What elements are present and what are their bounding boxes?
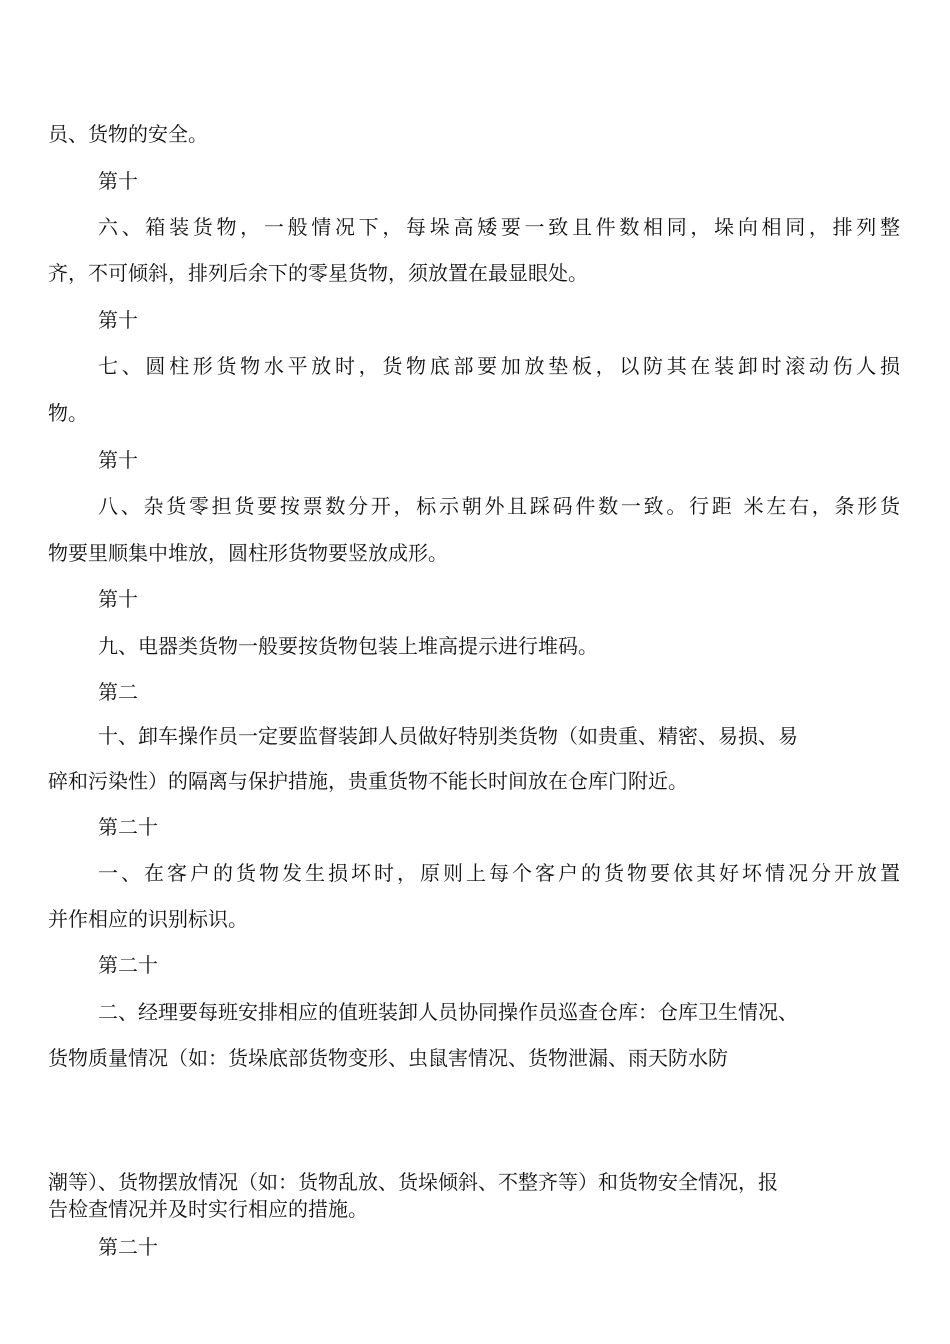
text-line: 告检查情况并及时实行相应的措施。 — [48, 1197, 368, 1221]
article-heading: 第二十 — [98, 1235, 158, 1259]
article-heading: 第十 — [98, 587, 138, 611]
text-line: 碎和污染性）的隔离与保护措施，贵重货物不能长时间放在仓库门附近。 — [48, 769, 688, 793]
article-heading: 第二 — [98, 680, 138, 704]
text-line: 潮等）、货物摆放情况（如：货物乱放、货垛倾斜、不整齐等）和货物安全情况，报 — [48, 1170, 778, 1194]
article-heading: 第十 — [98, 169, 138, 193]
text-line: 员、货物的安全。 — [48, 122, 208, 146]
text-line: 物。 — [48, 401, 88, 425]
text-line: 二、经理要每班安排相应的值班装卸人员协同操作员巡查仓库：仓库卫生情况、 — [98, 1000, 798, 1024]
article-heading: 第十 — [98, 448, 138, 472]
text-line: 并作相应的识别标识。 — [48, 907, 248, 931]
text-line: 货物质量情况（如：货垛底部货物变形、虫鼠害情况、货物泄漏、雨天防水防 — [48, 1046, 728, 1070]
text-line: 十、卸车操作员一定要监督装卸人员做好特别类货物（如贵重、精密、易损、易 — [98, 724, 798, 748]
article-heading: 第十 — [98, 308, 138, 332]
article-heading: 第二十 — [98, 953, 158, 977]
text-line: 七、圆柱形货物水平放时，货物底部要加放垫板，以防其在装卸时滚动伤人损 — [98, 354, 900, 378]
text-line: 齐，不可倾斜，排列后余下的零星货物，须放置在最显眼处。 — [48, 261, 588, 285]
text-line: 物要里顺集中堆放，圆柱形货物要竖放成形。 — [48, 541, 448, 565]
text-line: 九、电器类货物一般要按货物包装上堆高提示进行堆码。 — [98, 634, 598, 658]
text-line: 一、在客户的货物发生损坏时，原则上每个客户的货物要依其好坏情况分开放置 — [98, 861, 900, 885]
article-heading: 第二十 — [98, 815, 158, 839]
text-line: 八、杂货零担货要按票数分开，标示朝外且踩码件数一致。行距 米左右，条形货 — [98, 494, 900, 518]
text-line: 六、箱装货物，一般情况下，每垛高矮要一致且件数相同，垛向相同，排列整 — [98, 215, 900, 239]
